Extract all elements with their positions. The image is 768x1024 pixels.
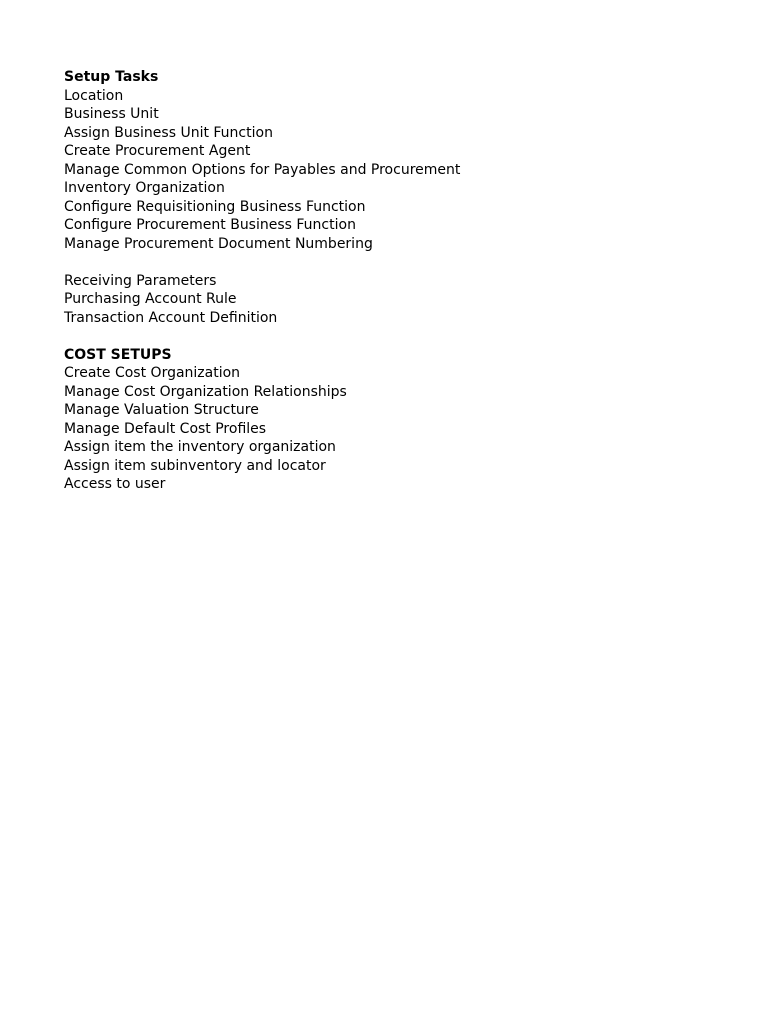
list-item: Configure Procurement Business Function [64,217,356,233]
list-item: Manage Cost Organization Relationships [64,383,347,400]
list-item: Manage Procurement Document Numbering [64,235,373,252]
list-item: Transaction Account Definition [64,309,278,326]
list-item: Configure Requisitioning Business Function [64,198,366,215]
document-page [64,68,744,494]
list-item: Manage Common Options for Payables and Procurement [64,161,461,178]
setup-tasks-heading: Setup Tasks [64,69,159,85]
list-item: Manage Default Cost Profiles [64,420,267,437]
list-item: Purchasing Account Rule [64,291,237,307]
list-item: Manage Valuation Structure [64,402,259,418]
list-item: Location [64,87,124,104]
list-item: Receiving Parameters [64,272,217,289]
list-item: Assign item subinventory and locator [64,457,326,474]
list-item: Assign Business Unit Function [64,124,273,141]
list-item: Assign item the inventory organization [64,439,336,455]
spacer [64,253,744,272]
list-item: Business Unit [64,106,159,122]
list-item: Inventory Organization [64,180,225,196]
list-item: Create Procurement Agent [64,143,251,159]
spacer [64,327,744,346]
cost-setups-heading: COST SETUPS [64,346,172,363]
list-item: Access to user [64,476,166,492]
list-item: Create Cost Organization [64,365,241,381]
